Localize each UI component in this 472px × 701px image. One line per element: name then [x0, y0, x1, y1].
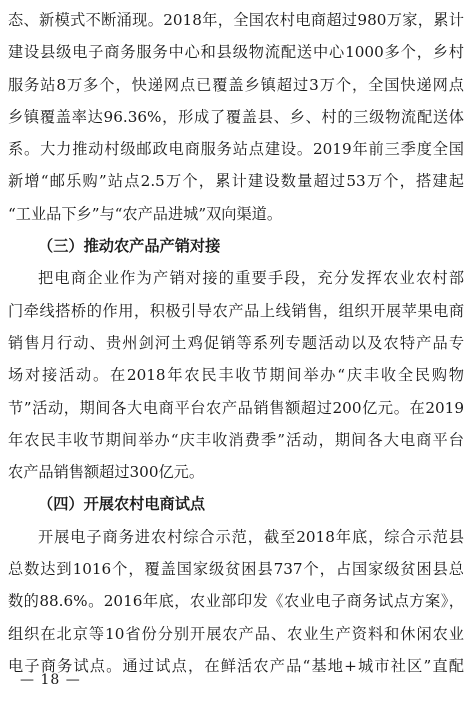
text-line: 新增“邮乐购”站点2.5万个，累计建设数量超过53万个，搭建起 — [8, 172, 464, 191]
text-line: 把电商企业作为产销对接的重要手段，充分发挥农业农村部 — [38, 269, 464, 288]
page-number: — 18 — — [20, 672, 81, 688]
section-heading: （三）推动农产品产销对接 — [38, 237, 221, 256]
text-line: 节”活动，期间各大电商平台农产品销售额超过200亿元。在2019 — [8, 398, 464, 417]
text-line: 数的88.6%。2016年底，农业部印发《农业电子商务试点方案》， — [8, 592, 464, 611]
body-text — [8, 4, 464, 682]
text-line: 年农民丰收节期间举办“庆丰收消费季”活动，期间各大电商平台 — [8, 430, 464, 449]
text-line: 总数达到1016个，覆盖国家级贫困县737个，占国家级贫困县总 — [8, 560, 464, 579]
text-line: 系。大力推动村级邮政电商服务站点建设。2019年前三季度全国 — [8, 140, 464, 159]
text-line: 建设县级电子商务服务中心和县级物流配送中心1000多个，乡村 — [8, 43, 464, 62]
text-line: 乡镇覆盖率达96.36%，形成了覆盖县、乡、村的三级物流配送体 — [8, 107, 464, 126]
text-line: 农产品销售额超过300亿元。 — [8, 463, 205, 482]
text-line: 场对接活动。在2018年农民丰收节期间举办“庆丰收全民购物 — [8, 366, 464, 385]
text-line: 组织在北京等10省份分别开展农产品、农业生产资料和休闲农业 — [8, 624, 464, 643]
text-line: 电子商务试点。通过试点，在鲜活农产品“基地+城市社区”直配 — [8, 656, 464, 675]
text-line: 销售月行动、贵州剑河土鸡促销等系列专题活动以及农特产品专 — [8, 333, 464, 352]
text-line: 服务站8万多个，快递网点已覆盖乡镇超过3万个，全国快递网点 — [8, 75, 464, 94]
text-line: 门牵线搭桥的作用，积极引导农产品上线销售，组织开展苹果电商 — [8, 301, 464, 320]
text-line: 开展电子商务进农村综合示范，截至2018年底，综合示范县 — [38, 527, 464, 546]
text-line: “工业品下乡”与“农产品进城”双向渠道。 — [8, 204, 283, 223]
text-line: 态、新模式不断涌现。2018年，全国农村电商超过980万家，累计 — [8, 11, 464, 29]
section-heading: （四）开展农村电商试点 — [38, 495, 206, 514]
